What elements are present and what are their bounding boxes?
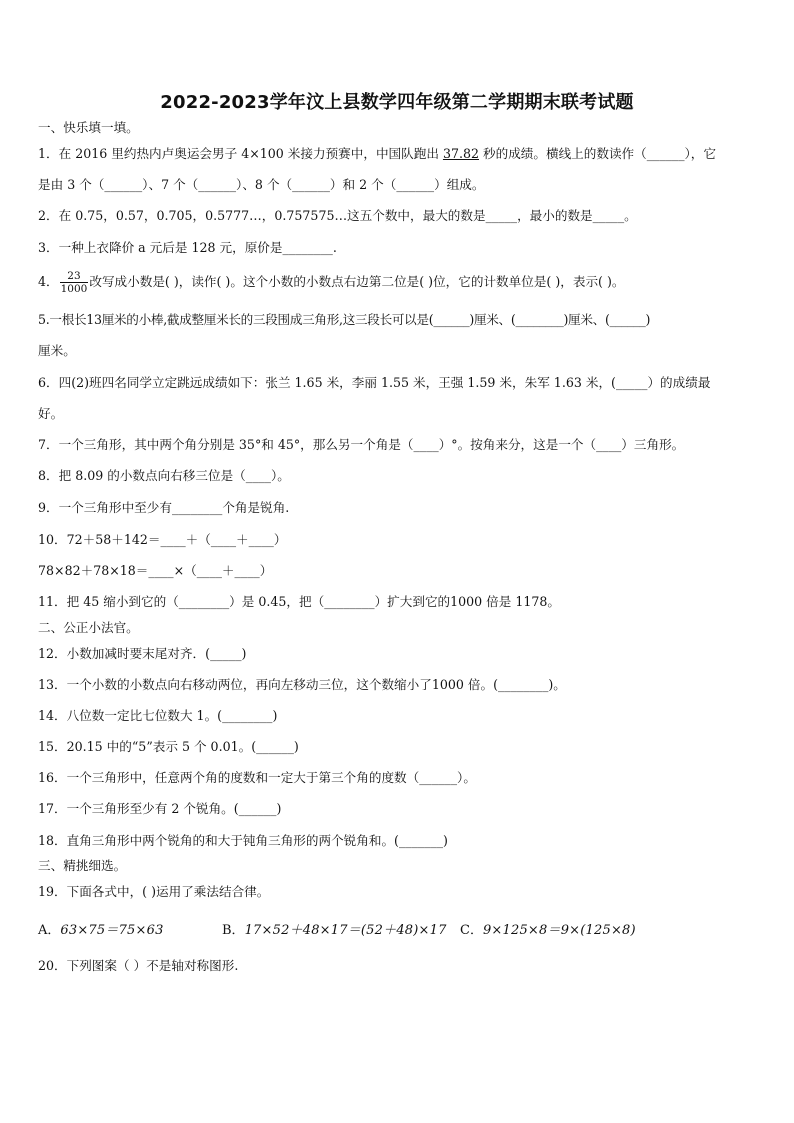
- question-6-line-1: 6．四(2)班四名同学立定跳远成绩如下：张兰 1.65 米，李丽 1.55 米，王强 1.59 米，朱军 1.63 米，(_____）的成绩最: [38, 375, 711, 390]
- fraction: [60, 270, 89, 295]
- option-b-label: B．: [222, 923, 245, 938]
- question-7: 7．一个三角形，其中两个角分别是 35°和 45°，那么另一个角是（____）°。按角来分，这是一个（____）三角形。: [38, 437, 685, 452]
- question-1-line-2: 是由 3 个（______）、7 个（______）、8 个（______）和 2 个（______）组成。: [38, 177, 485, 192]
- question-4-number: 4．: [38, 274, 59, 289]
- question-8: 8．把 8.09 的小数点向右移三位是（____）。: [38, 468, 290, 483]
- fraction-numerator: 23: [60, 270, 89, 283]
- question-16: 16．一个三角形中，任意两个角的度数和一定大于第三个角的度数（______）。: [38, 770, 476, 785]
- question-18: 18．直角三角形中两个锐角的和大于钝角三角形的两个锐角和。(_______): [38, 833, 448, 848]
- option-a-formula: 63×75＝75×63: [60, 923, 164, 938]
- question-1-text-a: 1．在 2016 里约热内卢奥运会男子 4×100 米接力预赛中，中国队跑出: [38, 146, 443, 161]
- question-3: 3．一种上衣降价 a 元后是 128 元，原价是________.: [38, 240, 337, 255]
- question-10-line-2: 78×82＋78×18＝____×（____＋____）: [38, 563, 273, 578]
- option-b: [222, 919, 447, 938]
- question-15: 15．20.15 中的“5”表示 5 个 0.01。(______): [38, 739, 299, 754]
- question-14: 14．八位数一定比七位数大 1。(________): [38, 708, 278, 723]
- question-1-text-b: 秒的成绩。横线上的数读作（______），它: [479, 146, 716, 161]
- question-4-text: 改写成小数是( )，读作( )。这个小数的小数点右边第二位是( )位，它的计数单位是( )，表示( )。: [89, 274, 625, 289]
- question-5-line-2: 厘米。: [38, 343, 76, 358]
- option-a-label: A．: [38, 923, 61, 938]
- option-c: [460, 919, 636, 938]
- option-c-formula: 9×125×8＝9×(125×8): [482, 923, 636, 938]
- option-b-formula: 17×52＋48×17＝(52＋48)×17: [244, 923, 447, 938]
- option-a: [38, 919, 164, 938]
- fraction-denominator: 1000: [60, 283, 88, 295]
- question-1-line-1: [38, 145, 760, 163]
- page-title: 2022-2023学年汶上县数学四年级第二学期期末联考试题: [160, 92, 634, 113]
- question-13: 13．一个小数的小数点向右移动两位，再向左移动三位，这个数缩小了1000 倍。(________)。: [38, 677, 566, 692]
- question-1-number: 37.82: [442, 146, 479, 161]
- section-heading-fill-blanks: 一、快乐填一填。: [38, 120, 139, 135]
- question-4: [38, 270, 760, 295]
- question-10-line-1: 10．72＋58＋142＝____＋（____＋____）: [38, 532, 287, 547]
- question-5-line-1: 5.一根长13厘米的小棒,截成整厘米长的三段围成三角形,这三段长可以是(______)厘米、(________)厘米、(______): [38, 312, 651, 327]
- question-12: 12．小数加减时要末尾对齐．(_____): [38, 646, 247, 661]
- question-19-stem: 19．下面各式中，( )运用了乘法结合律。: [38, 884, 270, 899]
- question-6-line-2: 好。: [38, 406, 64, 421]
- option-c-label: C．: [460, 923, 483, 938]
- question-2: 2．在 0.75，0.57，0.705，0.5777…，0.757575…这五个数中，最大的数是_____，最小的数是_____。: [38, 208, 637, 223]
- section-heading-multiple-choice: 三、精挑细选。: [38, 858, 127, 873]
- section-heading-true-false: 二、公正小法官。: [38, 620, 139, 635]
- question-20: 20．下列图案（ ）不是轴对称图形.: [38, 958, 239, 973]
- question-11: 11．把 45 缩小到它的（________）是 0.45，把（________）扩大到它的1000 倍是 1178。: [38, 594, 561, 609]
- question-17: 17．一个三角形至少有 2 个锐角。(______): [38, 801, 282, 816]
- question-9: 9．一个三角形中至少有________个角是锐角.: [38, 500, 290, 515]
